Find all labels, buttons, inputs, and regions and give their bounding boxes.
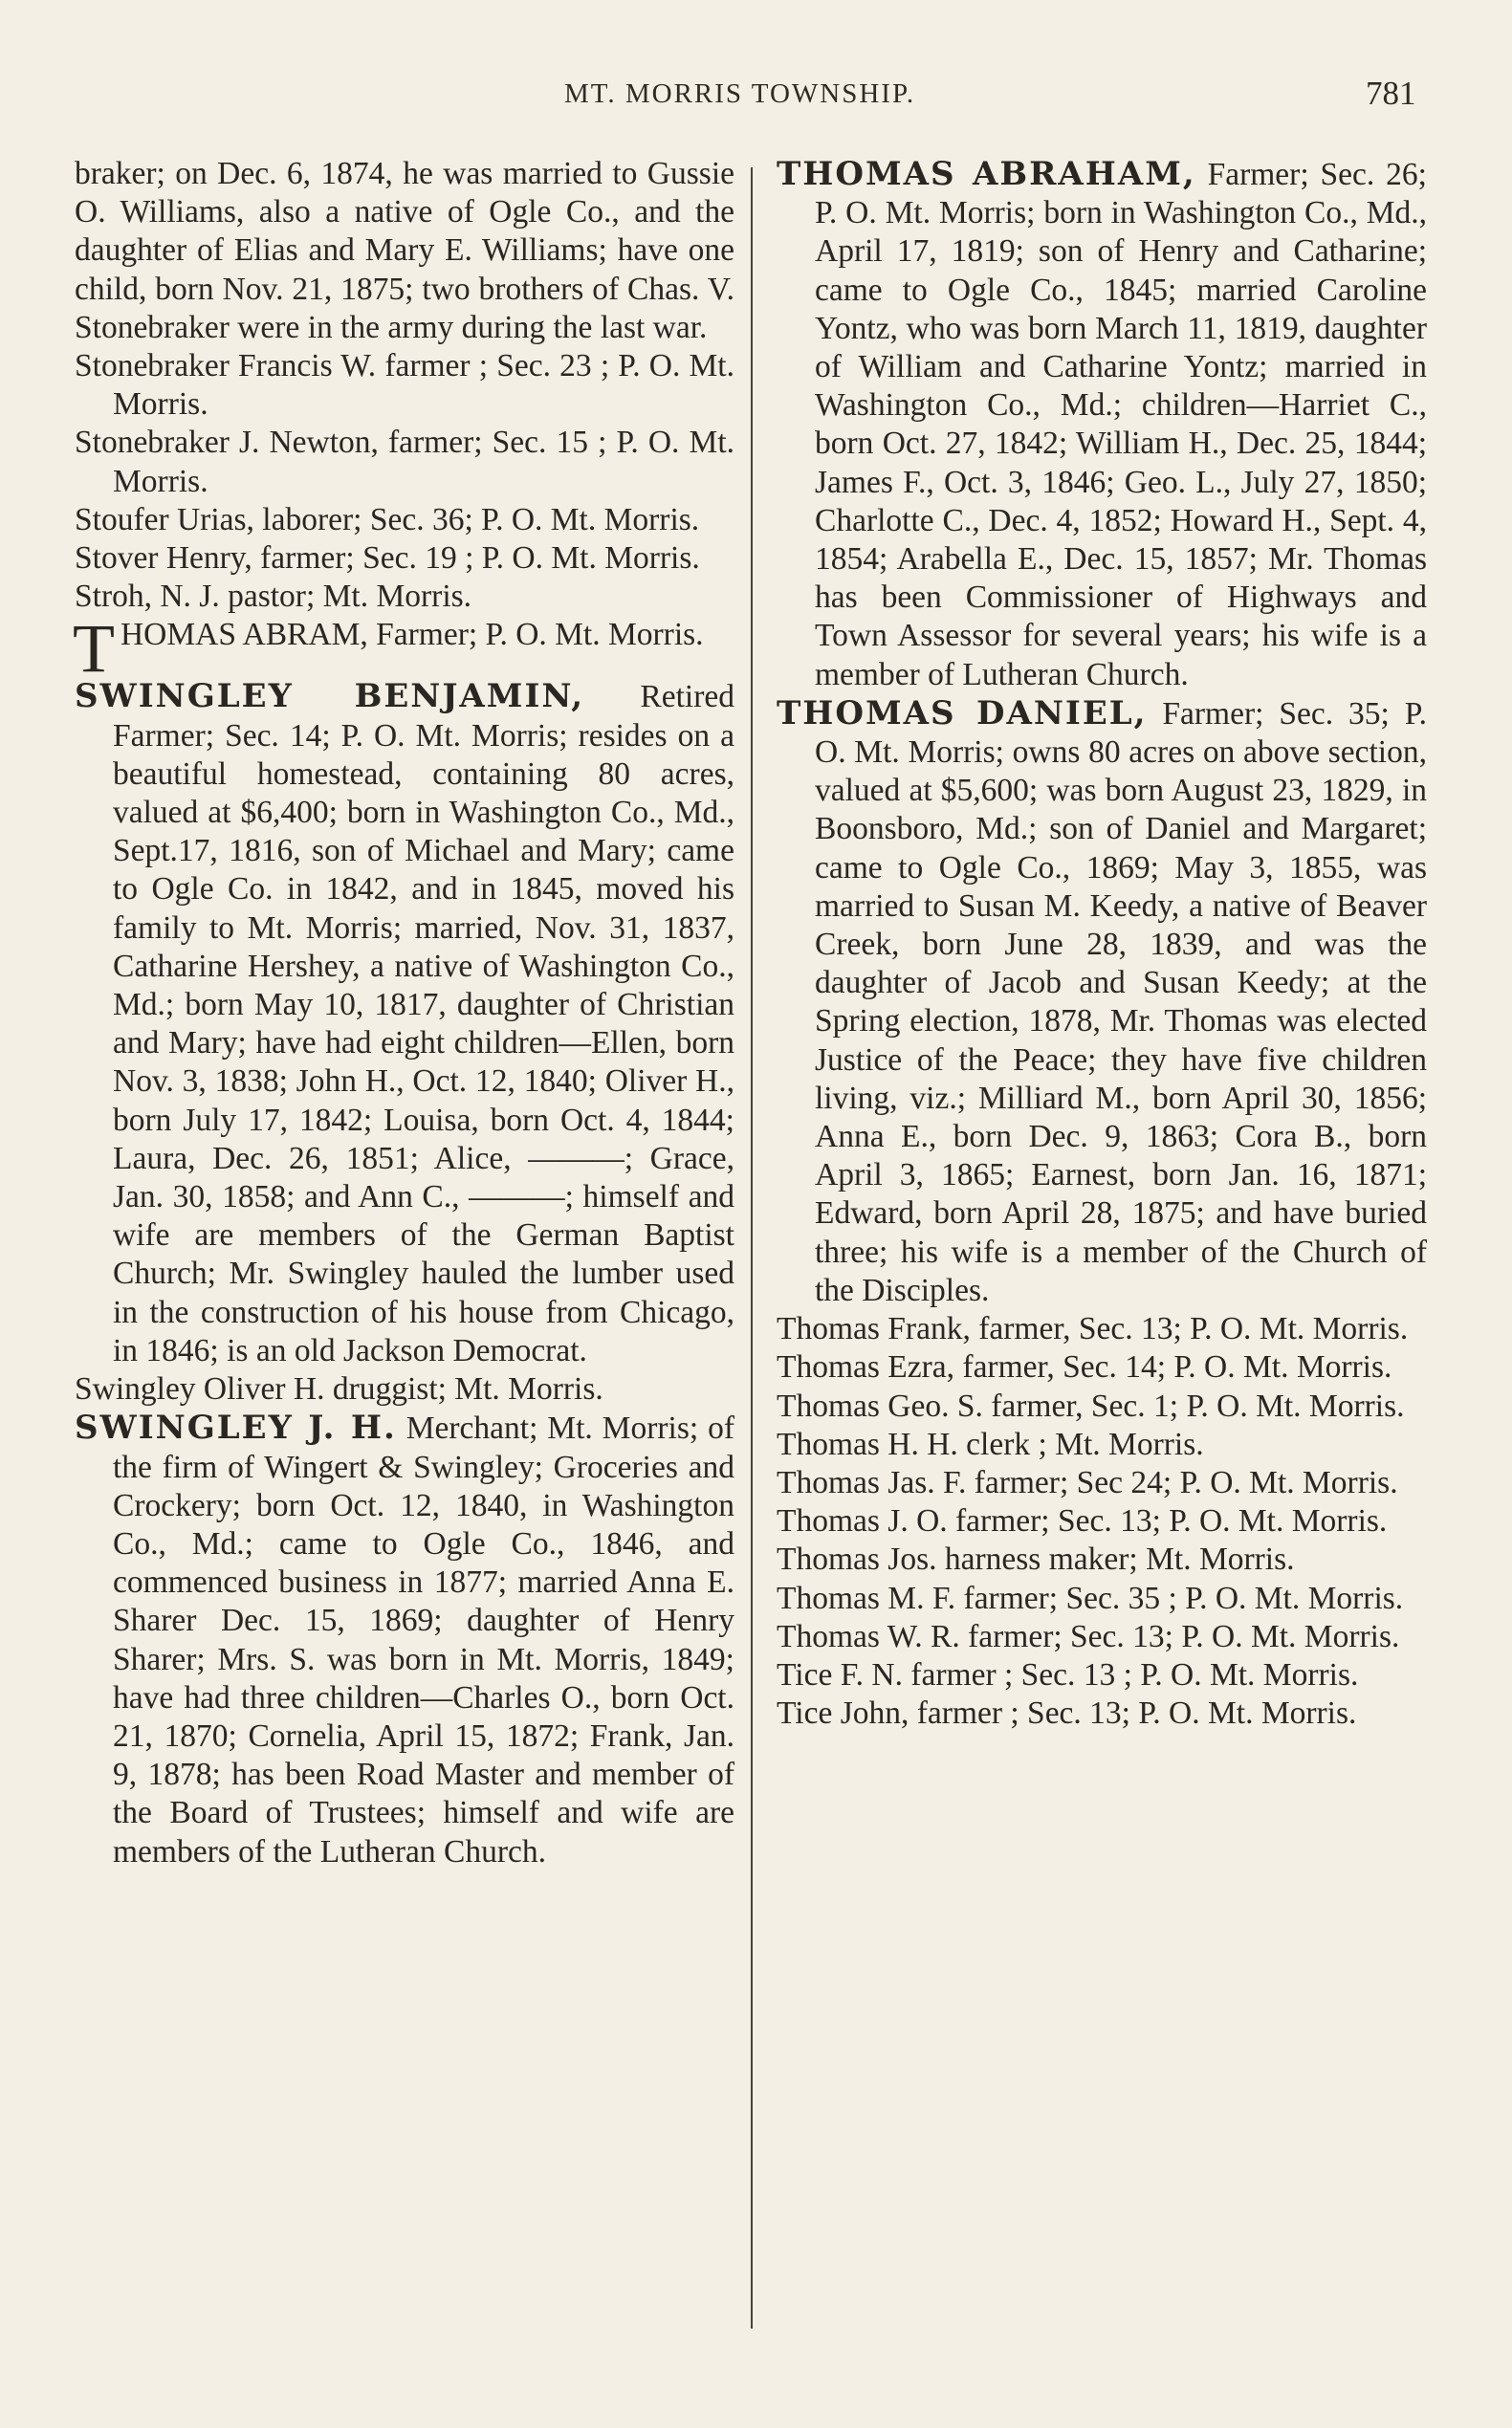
column-divider (751, 167, 753, 2329)
directory-entry: Tice John, farmer ; Sec. 13; P. O. Mt. Morris. (777, 1695, 1357, 1732)
biography-entry (75, 677, 734, 1370)
biography-entry (777, 694, 1427, 1310)
directory-entry: Stonebraker Francis W. farmer ; Sec. 23 ; P. O. Mt. Morris. (75, 348, 734, 423)
biography-text: Retired Farmer; Sec. 14; P. O. Mt. Morris; resides on a beautiful homestead, containing 80 acres, valued at $6,400; born in Washington Co., Md., Sept.17, 1816, son of Michael and Mary; came to Ogle Co. in 1842, and in 1845, moved his family to Mt. Morris; married, Nov. 31, 1837, Catharine Hershey, a native of Washington Co., Md.; born May 10, 1817, daughter of Christian and Mary; have had eight children—Ellen, born Nov. 3, 1838; John H., Oct. 12, 1840; Oliver H., born July 17, 1842; Louisa, born Oct. 4, 1844; Laura, Dec. 26, 1851; Alice, ———; Grace, Jan. 30, 1858; and Ann C., ———; himself and wife are members of the German Baptist Church; Mr. Swingley hauled the lumber used in the construction of his house from Chicago, in 1846; is an old Jackson Democrat. (113, 679, 734, 1368)
drop-cap: T (73, 610, 115, 688)
directory-entry: Thomas Geo. S. farmer, Sec. 1; P. O. Mt. Morris. (777, 1388, 1405, 1424)
biography-name: SWINGLEY BENJAMIN, (75, 677, 585, 716)
directory-entry: Thomas Jos. harness maker; Mt. Morris. (777, 1542, 1295, 1578)
biography-name: THOMAS ABRAHAM, (777, 155, 1196, 193)
dropcap-entry (73, 610, 734, 688)
directory-entry: Thomas H. H. clerk ; Mt. Morris. (777, 1426, 1204, 1462)
biography-text: Merchant; Mt. Morris; of the firm of Wingert & Swingley; Groceries and Crockery; born Oct. 12, 1840, in Washington Co., Md.; came to Ogle Co., 1846, and commenced business in 1877; married Anna E. Sharer Dec. 15, 1869; daughter of Henry Sharer; Mrs. S. was born in Mt. Morris, 1849; have had three children—Charles O., born Oct. 21, 1870; Cornelia, April 15, 1872; Frank, Jan. 9, 1878; has been Road Master and member of the Board of Trustees; himself and wife are members of the Lutheran Church. (113, 1411, 734, 1870)
directory-entry: Thomas M. F. farmer; Sec. 35 ; P. O. Mt. Morris. (777, 1580, 1404, 1616)
dropcap-entry-text: HOMAS ABRAM, Farmer; P. O. Mt. Morris. (120, 617, 704, 653)
directory-entry: Tice F. N. farmer ; Sec. 13 ; P. O. Mt. Morris. (777, 1656, 1359, 1693)
biography-name: SWINGLEY J. H. (75, 1409, 397, 1448)
directory-entry: Stonebraker J. Newton, farmer; Sec. 15 ; P. O. Mt. Morris. (75, 425, 734, 499)
directory-entry: Thomas W. R. farmer; Sec. 13; P. O. Mt. Morris. (777, 1618, 1400, 1654)
directory-entry: Thomas Ezra, farmer, Sec. 14; P. O. Mt. Morris. (777, 1349, 1392, 1386)
continued-paragraph: braker; on Dec. 6, 1874, he was married to Gussie O. Williams, also a native of Ogle Co., and the daughter of Elias and Mary E. Williams; have one child, born Nov. 21, 1875; two brothers of Chas. V. Stonebraker were in the army during the last war. (75, 156, 734, 345)
right-column (777, 155, 1427, 1733)
directory-entry: Stroh, N. J. pastor; Mt. Morris. (75, 579, 472, 615)
running-header: MT. MORRIS TOWNSHIP. (564, 78, 916, 109)
biography-name: THOMAS DANIEL, (777, 693, 1148, 733)
biography-entry (777, 155, 1427, 694)
biography-text: Farmer; Sec. 26; P. O. Mt. Morris; born in Washington Co., Md., April 17, 1819; son of Henry and Catharine; came to Ogle Co., 1845; married Caroline Yontz, who was born March 11, 1819, daughter of William and Catharine Yontz; married in Washington Co., Md.; children—Harriet C., born Oct. 27, 1842; William H., Dec. 25, 1844; James F., Oct. 3, 1846; Geo. L., July 27, 1850; Charlotte C., Dec. 4, 1852; Howard H., Sept. 4, 1854; Arabella E., Dec. 15, 1857; Mr. Thomas has been Commissioner of Highways and Town Assessor for several years; his wife is a member of Lutheran Church. (815, 157, 1427, 692)
biography-entry (75, 1409, 734, 1870)
directory-entry: Stover Henry, farmer; Sec. 19 ; P. O. Mt. Morris. (75, 540, 700, 577)
directory-entry: Swingley Oliver H. druggist; Mt. Morris. (75, 1371, 603, 1408)
directory-entry: Thomas Frank, farmer, Sec. 13; P. O. Mt. Morris. (777, 1311, 1409, 1347)
left-column (75, 155, 734, 1871)
directory-entry: Thomas J. O. farmer; Sec. 13; P. O. Mt. Morris. (777, 1503, 1388, 1540)
directory-entry: Stoufer Urias, laborer; Sec. 36; P. O. Mt. Morris. (75, 501, 700, 537)
biography-text: Farmer; Sec. 35; P. O. Mt. Morris; owns 80 acres on above section, valued at $5,600; was born August 23, 1829, in Boonsboro, Md.; son of Daniel and Margaret; came to Ogle Co., 1869; May 3, 1855, was married to Susan M. Keedy, a native of Beaver Creek, born June 28, 1839, and was the daughter of Jacob and Susan Keedy; at the Spring election, 1878, Mr. Thomas was elected Justice of the Peace; they have five children living, viz.; Milliard M., born April 30, 1856; Anna E., born Dec. 9, 1863; Cora B., born April 3, 1865; Earnest, born Jan. 16, 1871; Edward, born April 28, 1875; and have buried three; his wife is a member of the Church of the Disciples. (815, 695, 1427, 1308)
page-number: 781 (1366, 75, 1416, 112)
directory-entry: Thomas Jas. F. farmer; Sec 24; P. O. Mt. Morris. (777, 1464, 1398, 1500)
